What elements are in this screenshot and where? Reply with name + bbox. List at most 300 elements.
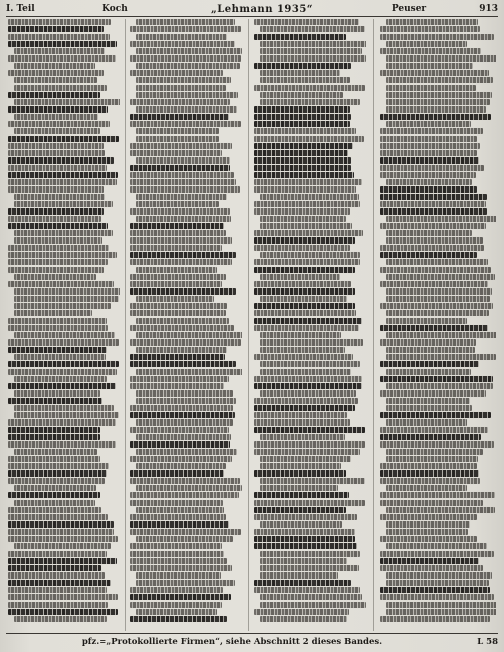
entry-text-placeholder <box>8 26 104 32</box>
entry-text-placeholder <box>386 179 472 185</box>
entry-text-placeholder <box>8 478 105 484</box>
entry-text-placeholder <box>130 186 240 192</box>
entry-text-placeholder <box>130 529 241 535</box>
entry-text-placeholder <box>8 165 107 171</box>
entry-text-placeholder <box>380 150 477 156</box>
entry-text-placeholder <box>130 339 241 345</box>
entry-text-placeholder <box>386 216 496 222</box>
entry-text-placeholder <box>260 551 360 557</box>
entry-text-placeholder <box>254 383 362 389</box>
entry-text-placeholder <box>386 332 496 338</box>
entry-text-placeholder <box>380 514 477 520</box>
entry-text-placeholder <box>130 165 230 171</box>
entry-text-placeholder <box>8 470 107 476</box>
entry-text-placeholder <box>8 267 104 273</box>
entry-text-placeholder <box>130 551 224 557</box>
entry-text-placeholder <box>130 237 232 243</box>
entry-text-placeholder <box>260 223 352 229</box>
entry-text-placeholder <box>386 237 483 243</box>
header-rule <box>6 16 498 17</box>
entry-text-placeholder <box>386 85 476 91</box>
entry-text-placeholder <box>8 580 111 586</box>
entry-text-placeholder <box>260 296 347 302</box>
entry-text-placeholder <box>14 274 96 280</box>
entry-text-placeholder <box>8 441 116 447</box>
entry-text-placeholder <box>136 128 219 134</box>
entry-text-placeholder <box>260 572 338 578</box>
entry-text-placeholder <box>386 92 492 98</box>
entry-text-placeholder <box>254 412 347 418</box>
entries-column-2 <box>130 19 242 631</box>
entry-text-placeholder <box>130 500 223 506</box>
entry-text-placeholder <box>130 558 227 564</box>
entry-text-placeholder <box>260 594 362 600</box>
entry-text-placeholder <box>8 259 108 265</box>
entry-text-placeholder <box>130 121 241 127</box>
entry-text-placeholder <box>380 201 486 207</box>
entry-text-placeholder <box>136 136 219 142</box>
entry-text-placeholder <box>14 412 119 418</box>
entry-text-placeholder <box>130 274 226 280</box>
entry-text-placeholder <box>130 179 236 185</box>
entry-text-placeholder <box>130 405 233 411</box>
entry-text-placeholder <box>380 427 488 433</box>
entry-text-placeholder <box>136 296 214 302</box>
entry-text-placeholder <box>136 398 236 404</box>
entry-text-placeholder <box>130 259 232 265</box>
entry-text-placeholder <box>130 565 232 571</box>
entry-text-placeholder <box>8 208 104 214</box>
entry-text-placeholder <box>386 580 489 586</box>
entry-text-placeholder <box>386 99 490 105</box>
entry-text-placeholder <box>8 339 119 345</box>
entry-text-placeholder <box>14 616 107 622</box>
entry-text-placeholder <box>136 201 219 207</box>
entry-text-placeholder <box>130 55 241 61</box>
entry-text-placeholder <box>14 543 111 549</box>
entry-text-placeholder <box>8 216 101 222</box>
entry-text-placeholder <box>380 136 477 142</box>
entry-text-placeholder <box>14 77 97 83</box>
entry-text-placeholder <box>380 245 484 251</box>
entry-text-placeholder <box>254 201 360 207</box>
entry-text-placeholder <box>380 172 476 178</box>
entry-text-placeholder <box>8 70 104 76</box>
entry-text-placeholder <box>8 492 100 498</box>
entry-text-placeholder <box>14 332 115 338</box>
entry-text-placeholder <box>386 106 486 112</box>
page-title: „Lehmann 1935“ <box>210 3 314 15</box>
entry-text-placeholder <box>8 157 114 163</box>
entry-text-placeholder <box>136 318 229 324</box>
entry-text-placeholder <box>254 580 351 586</box>
entry-text-placeholder <box>136 92 238 98</box>
entry-text-placeholder <box>130 383 224 389</box>
entry-text-placeholder <box>380 536 477 542</box>
left-keyword: Koch <box>102 4 128 14</box>
entry-text-placeholder <box>260 194 359 200</box>
entry-text-placeholder <box>130 143 232 149</box>
entry-text-placeholder <box>260 48 362 54</box>
entry-text-placeholder <box>8 245 109 251</box>
entry-text-placeholder <box>130 492 239 498</box>
entry-text-placeholder <box>136 63 240 69</box>
entry-text-placeholder <box>260 478 365 484</box>
entry-text-placeholder <box>380 594 494 600</box>
entry-text-placeholder <box>136 580 235 586</box>
entry-text-placeholder <box>8 594 118 600</box>
entry-text-placeholder <box>254 259 360 265</box>
entry-text-placeholder <box>136 157 230 163</box>
entry-text-placeholder <box>254 419 350 425</box>
entry-text-placeholder <box>8 587 107 593</box>
entry-text-placeholder <box>130 310 226 316</box>
entry-text-placeholder <box>136 48 242 54</box>
entry-text-placeholder <box>14 230 113 236</box>
entry-text-placeholder <box>130 478 240 484</box>
entry-text-placeholder <box>386 572 492 578</box>
entry-text-placeholder <box>380 223 486 229</box>
entry-text-placeholder <box>386 529 468 535</box>
entry-text-placeholder <box>8 456 100 462</box>
entry-text-placeholder <box>260 390 356 396</box>
entry-text-placeholder <box>254 492 349 498</box>
entry-text-placeholder <box>254 609 349 615</box>
entry-text-placeholder <box>380 252 477 258</box>
entry-text-placeholder <box>14 288 120 294</box>
entry-text-placeholder <box>130 412 235 418</box>
entry-text-placeholder <box>254 34 346 40</box>
entry-text-placeholder <box>254 398 358 404</box>
entry-text-placeholder <box>380 587 490 593</box>
column-divider <box>373 19 374 631</box>
entry-text-placeholder <box>254 136 364 142</box>
entry-text-placeholder <box>14 449 97 455</box>
footer-note: pfz.=„Protokollierte Firmen“, siehe Abschnitt 2 dieses Bandes. <box>81 637 383 647</box>
entry-text-placeholder <box>14 99 120 105</box>
entry-text-placeholder <box>386 369 471 375</box>
entry-text-placeholder <box>254 186 356 192</box>
entry-text-placeholder <box>380 26 480 32</box>
entry-text-placeholder <box>14 194 105 200</box>
entry-text-placeholder <box>386 55 496 61</box>
entry-text-placeholder <box>386 405 472 411</box>
entry-text-placeholder <box>380 500 483 506</box>
entry-text-placeholder <box>260 41 366 47</box>
entry-text-placeholder <box>8 383 116 389</box>
entry-text-placeholder <box>8 41 117 47</box>
entry-text-placeholder <box>136 485 242 491</box>
page-number: 913 <box>479 4 498 14</box>
entry-text-placeholder <box>260 92 343 98</box>
entry-text-placeholder <box>130 543 222 549</box>
entry-text-placeholder <box>136 19 235 25</box>
entry-text-placeholder <box>8 136 119 142</box>
column-divider <box>248 19 249 631</box>
entry-text-placeholder <box>130 150 222 156</box>
entry-text-placeholder <box>130 288 236 294</box>
entry-text-placeholder <box>8 252 117 258</box>
entry-text-placeholder <box>254 449 360 455</box>
entry-text-placeholder <box>14 114 98 120</box>
entry-text-placeholder <box>380 551 494 557</box>
entry-text-placeholder <box>380 616 490 622</box>
entry-text-placeholder <box>254 237 355 243</box>
entry-text-placeholder <box>8 514 108 520</box>
entry-text-placeholder <box>8 34 110 40</box>
entry-text-placeholder <box>254 157 351 163</box>
entry-text-placeholder <box>254 63 351 69</box>
entry-text-placeholder <box>380 281 488 287</box>
entry-text-placeholder <box>386 456 478 462</box>
entry-text-placeholder <box>380 376 493 382</box>
entry-text-placeholder <box>386 259 488 265</box>
entry-text-placeholder <box>386 288 492 294</box>
entry-text-placeholder <box>136 572 221 578</box>
entry-text-placeholder <box>260 616 347 622</box>
entry-text-placeholder <box>254 427 365 433</box>
entries-column-3 <box>254 19 366 631</box>
entry-text-placeholder <box>380 165 484 171</box>
entry-text-placeholder <box>8 281 114 287</box>
entry-text-placeholder <box>8 565 101 571</box>
entry-text-placeholder <box>386 230 472 236</box>
entry-text-placeholder <box>254 536 355 542</box>
entry-text-placeholder <box>254 500 365 506</box>
entry-text-placeholder <box>14 296 119 302</box>
entry-text-placeholder <box>130 514 226 520</box>
entry-text-placeholder <box>254 303 355 309</box>
entry-text-placeholder <box>8 325 108 331</box>
entry-text-placeholder <box>130 41 235 47</box>
page-footer <box>6 633 498 650</box>
entry-text-placeholder <box>380 478 480 484</box>
entry-text-placeholder <box>136 216 231 222</box>
entry-text-placeholder <box>8 398 102 404</box>
entry-text-placeholder <box>8 121 110 127</box>
entry-text-placeholder <box>386 41 467 47</box>
entry-text-placeholder <box>386 19 478 25</box>
entry-text-placeholder <box>8 572 105 578</box>
entries-column-1 <box>8 19 120 631</box>
entry-text-placeholder <box>386 310 489 316</box>
entry-text-placeholder <box>260 274 340 280</box>
entry-text-placeholder <box>380 390 486 396</box>
entry-text-placeholder <box>386 318 467 324</box>
entry-text-placeholder <box>260 521 342 527</box>
entry-text-placeholder <box>254 470 346 476</box>
entry-text-placeholder <box>254 441 365 447</box>
entry-text-placeholder <box>136 332 242 338</box>
entry-text-placeholder <box>130 245 222 251</box>
entry-text-placeholder <box>8 92 100 98</box>
entry-text-placeholder <box>386 63 473 69</box>
entry-text-placeholder <box>254 165 351 171</box>
entry-text-placeholder <box>8 463 109 469</box>
entry-text-placeholder <box>260 369 351 375</box>
entry-text-placeholder <box>380 412 491 418</box>
entry-text-placeholder <box>8 172 118 178</box>
entry-text-placeholder <box>130 208 230 214</box>
entry-text-placeholder <box>254 19 359 25</box>
entry-text-placeholder <box>254 507 346 513</box>
entry-text-placeholder <box>380 267 491 273</box>
entry-text-placeholder <box>14 128 100 134</box>
entry-text-placeholder <box>8 419 116 425</box>
entry-text-placeholder <box>260 456 351 462</box>
entry-text-placeholder <box>8 521 114 527</box>
entry-text-placeholder <box>380 128 483 134</box>
entry-text-placeholder <box>380 565 483 571</box>
entry-text-placeholder <box>260 99 360 105</box>
entry-text-placeholder <box>8 609 118 615</box>
entries-column-4 <box>380 19 496 631</box>
entry-text-placeholder <box>130 361 236 367</box>
entry-text-placeholder <box>136 267 217 273</box>
entry-text-placeholder <box>8 55 116 61</box>
entry-text-placeholder <box>130 303 227 309</box>
entry-text-placeholder <box>254 208 350 214</box>
entry-text-placeholder <box>130 602 222 608</box>
entry-text-placeholder <box>136 463 226 469</box>
entry-text-placeholder <box>14 303 111 309</box>
entry-text-placeholder <box>130 470 224 476</box>
entry-text-placeholder <box>260 347 345 353</box>
entry-text-placeholder <box>8 529 114 535</box>
entry-text-placeholder <box>386 296 490 302</box>
entry-text-placeholder <box>130 456 232 462</box>
entry-text-placeholder <box>136 34 227 40</box>
entry-text-placeholder <box>254 245 350 251</box>
entry-text-placeholder <box>136 434 231 440</box>
entry-text-placeholder <box>380 463 477 469</box>
entry-text-placeholder <box>136 419 233 425</box>
entry-text-placeholder <box>254 529 355 535</box>
entry-text-placeholder <box>380 303 493 309</box>
entry-text-placeholder <box>130 376 229 382</box>
entry-text-placeholder <box>260 602 366 608</box>
entry-text-placeholder <box>260 565 359 571</box>
entry-text-placeholder <box>260 434 345 440</box>
entry-text-placeholder <box>130 99 230 105</box>
entry-text-placeholder <box>254 121 350 127</box>
entry-text-placeholder <box>8 602 108 608</box>
entry-text-placeholder <box>14 405 114 411</box>
entry-text-placeholder <box>380 558 479 564</box>
entry-text-placeholder <box>254 310 356 316</box>
entry-text-placeholder <box>254 114 351 120</box>
entry-text-placeholder <box>260 216 346 222</box>
entry-text-placeholder <box>130 325 234 331</box>
entry-text-placeholder <box>254 128 356 134</box>
entry-text-placeholder <box>386 77 493 83</box>
entry-text-placeholder <box>8 179 117 185</box>
entry-text-placeholder <box>380 208 487 214</box>
entry-text-placeholder <box>380 70 489 76</box>
entry-text-placeholder <box>254 288 355 294</box>
entry-text-placeholder <box>254 405 355 411</box>
entry-text-placeholder <box>380 143 480 149</box>
entry-text-placeholder <box>254 318 362 324</box>
entry-text-placeholder <box>386 383 493 389</box>
entry-text-placeholder <box>254 143 353 149</box>
entry-text-placeholder <box>260 361 360 367</box>
entry-text-placeholder <box>136 536 233 542</box>
entry-text-placeholder <box>14 390 100 396</box>
footer-code: L 58 <box>477 637 498 647</box>
entry-text-placeholder <box>386 609 496 615</box>
entry-text-placeholder <box>380 492 495 498</box>
entry-text-placeholder <box>386 274 495 280</box>
entry-text-placeholder <box>8 150 105 156</box>
entry-text-placeholder <box>8 186 104 192</box>
column-divider <box>125 19 126 631</box>
entry-text-placeholder <box>386 521 470 527</box>
entry-text-placeholder <box>8 361 119 367</box>
entry-text-placeholder <box>386 449 483 455</box>
entry-text-placeholder <box>254 543 357 549</box>
entry-text-placeholder <box>386 121 471 127</box>
entry-text-placeholder <box>386 485 467 491</box>
entry-text-placeholder <box>254 230 363 236</box>
volume-label: I. Teil <box>6 4 35 14</box>
entry-text-placeholder <box>14 500 95 506</box>
entry-text-placeholder <box>136 507 224 513</box>
entry-text-placeholder <box>136 77 231 83</box>
entry-text-placeholder <box>136 194 227 200</box>
entry-text-placeholder <box>130 70 223 76</box>
entry-text-placeholder <box>254 587 360 593</box>
entry-text-placeholder <box>14 85 107 91</box>
entry-text-placeholder <box>260 339 363 345</box>
entry-text-placeholder <box>386 347 475 353</box>
entry-text-placeholder <box>136 85 226 91</box>
entry-text-placeholder <box>8 536 118 542</box>
entry-text-placeholder <box>386 398 470 404</box>
entry-text-placeholder <box>136 106 237 112</box>
entry-text-placeholder <box>130 281 222 287</box>
entry-text-placeholder <box>386 602 496 608</box>
entry-text-placeholder <box>386 507 495 513</box>
entry-text-placeholder <box>8 507 101 513</box>
entry-text-placeholder <box>254 376 362 382</box>
entry-text-placeholder <box>8 143 104 149</box>
entry-text-placeholder <box>14 376 107 382</box>
entry-text-placeholder <box>130 427 229 433</box>
entry-text-placeholder <box>130 616 227 622</box>
entry-text-placeholder <box>136 347 227 353</box>
entry-text-placeholder <box>8 427 100 433</box>
entry-text-placeholder <box>260 77 350 83</box>
entry-text-placeholder <box>130 223 224 229</box>
entry-text-placeholder <box>254 150 348 156</box>
entry-text-placeholder <box>260 252 360 258</box>
entry-text-placeholder <box>136 449 237 455</box>
entry-text-placeholder <box>380 339 476 345</box>
entry-text-placeholder <box>254 172 354 178</box>
entry-text-placeholder <box>14 485 96 491</box>
entry-text-placeholder <box>130 521 229 527</box>
entry-text-placeholder <box>8 318 107 324</box>
entry-text-placeholder <box>14 201 113 207</box>
entry-text-placeholder <box>130 587 223 593</box>
entry-text-placeholder <box>254 354 353 360</box>
entry-text-placeholder <box>8 19 111 25</box>
entry-text-placeholder <box>260 26 365 32</box>
entry-text-placeholder <box>380 361 479 367</box>
entry-text-placeholder <box>254 106 350 112</box>
entry-text-placeholder <box>260 558 347 564</box>
